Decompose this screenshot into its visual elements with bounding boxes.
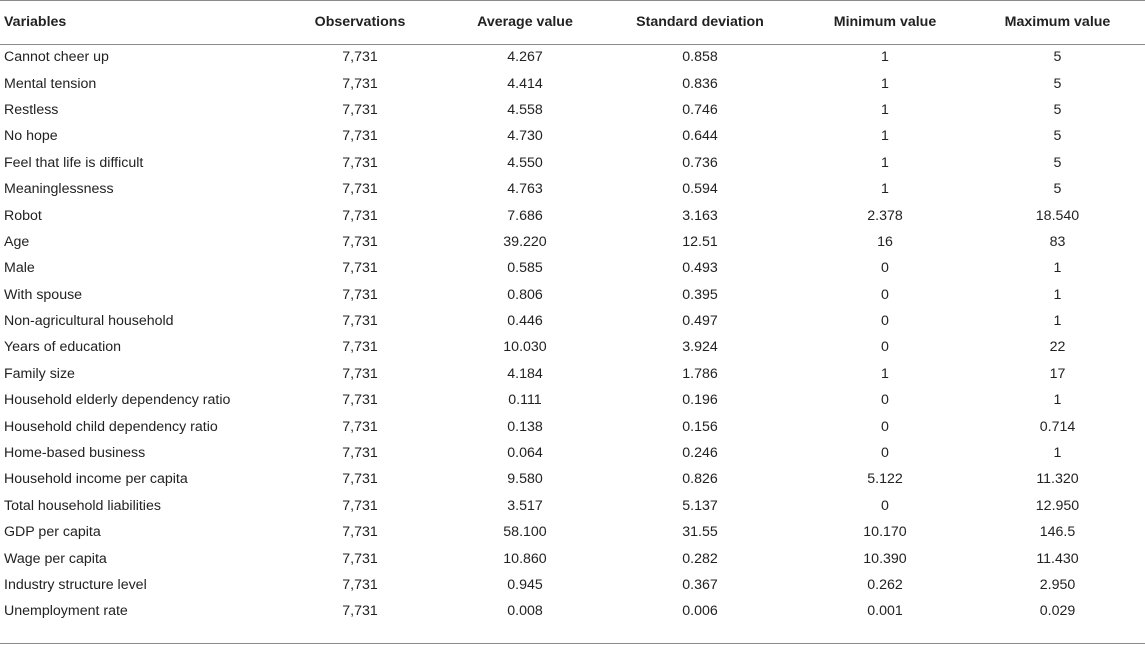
variable-cell: Restless [4,101,59,118]
variable-cell: Age [4,233,30,250]
table-row [0,387,1145,413]
table-row [0,572,1145,598]
variable-cell: Mental tension [4,75,97,92]
average-cell: 0.446 [507,313,543,330]
table-row [0,44,1145,70]
variable-cell: Wage per capita [4,550,107,567]
std-dev-cell: 1.786 [682,365,718,382]
variable-cell: Home-based business [4,445,146,462]
max-cell: 83 [1049,233,1066,250]
table-row [0,413,1145,439]
observations-cell: 7,731 [342,524,378,541]
header-row [0,0,1145,44]
std-dev-cell: 12.51 [682,233,718,250]
std-dev-cell: 0.594 [682,181,718,198]
average-cell: 7.686 [507,207,543,224]
observations-cell: 7,731 [342,286,378,303]
average-cell: 4.414 [507,75,543,92]
observations-cell: 7,731 [342,101,378,118]
variable-cell: Unemployment rate [4,603,128,620]
min-cell: 5.122 [867,471,903,488]
header-maximum-value: Maximum value [970,0,1145,44]
variable-cell: Family size [4,365,75,382]
variable-cell: Years of education [4,339,122,356]
variable-cell: No hope [4,128,58,145]
std-dev-cell: 5.137 [682,497,718,514]
min-cell: 0 [881,313,889,330]
max-cell: 5 [1053,128,1062,145]
std-dev-cell: 3.163 [682,207,718,224]
variable-cell: Household child dependency ratio [4,418,218,435]
average-cell: 0.064 [507,445,543,462]
max-cell: 1 [1053,392,1062,409]
min-cell: 0 [881,418,889,435]
observations-cell: 7,731 [342,497,378,514]
std-dev-cell: 0.644 [682,128,718,145]
min-cell: 0 [881,497,889,514]
std-dev-cell: 0.836 [682,75,718,92]
average-cell: 0.111 [508,392,542,409]
max-cell: 5 [1053,101,1062,118]
table-row [0,229,1145,255]
observations-cell: 7,731 [342,471,378,488]
std-dev-cell: 0.497 [682,313,718,330]
table-row [0,493,1145,519]
max-cell: 12.950 [1035,497,1080,514]
max-cell: 5 [1053,49,1062,66]
min-cell: 0 [881,286,889,303]
average-cell: 3.517 [507,497,543,514]
table-row [0,255,1145,281]
min-cell: 1 [881,101,889,118]
max-cell: 11.430 [1036,550,1079,567]
table-row [0,519,1145,545]
average-cell: 0.138 [507,418,543,435]
average-cell: 0.008 [507,603,543,620]
observations-cell: 7,731 [342,313,378,330]
std-dev-cell: 0.282 [682,550,718,567]
observations-cell: 7,731 [342,418,378,435]
variable-cell: GDP per capita [4,524,101,541]
average-cell: 0.945 [507,577,543,593]
variable-cell: Industry structure level [4,577,147,593]
observations-cell: 7,731 [342,154,378,171]
table-row [0,545,1145,571]
min-cell: 1 [881,365,889,382]
table-row [0,282,1145,308]
std-dev-cell: 0.156 [682,418,718,435]
average-cell: 0.806 [507,286,543,303]
std-dev-cell: 0.395 [682,286,718,303]
header-observations: Observations [270,0,450,44]
variable-cell: Total household liabilities [4,497,161,514]
table-row [0,97,1145,123]
table-row [0,150,1145,176]
max-cell: 1 [1053,260,1062,277]
table-row [0,176,1145,202]
std-dev-cell: 0.493 [682,260,718,277]
min-cell: 2.378 [867,207,903,224]
std-dev-cell: 3.924 [682,339,718,356]
max-cell: 1 [1053,445,1062,462]
average-cell: 10.030 [503,339,547,356]
table-row [0,361,1145,387]
max-cell: 5 [1053,181,1062,198]
variable-cell: Household elderly dependency ratio [4,392,231,409]
table-row [0,70,1145,96]
average-cell: 4.267 [507,49,543,66]
min-cell: 0 [881,445,889,462]
variable-cell: Household income per capita [4,471,188,488]
max-cell: 2.950 [1039,577,1076,593]
table-header [0,0,1145,44]
max-cell: 1 [1053,313,1062,330]
table-row [0,598,1145,624]
table-row [0,440,1145,466]
observations-cell: 7,731 [342,365,378,382]
average-cell: 58.100 [503,524,547,541]
std-dev-cell: 0.736 [682,154,718,171]
variable-cell: Male [4,260,35,277]
std-dev-cell: 0.246 [682,445,718,462]
observations-cell: 7,731 [342,181,378,198]
min-cell: 10.390 [863,550,907,567]
observations-cell: 7,731 [342,550,378,567]
min-cell: 0 [881,260,889,277]
min-cell: 10.170 [863,524,907,541]
min-cell: 1 [881,75,889,92]
average-cell: 4.558 [507,101,543,118]
min-cell: 1 [881,154,889,171]
table-row [0,334,1145,360]
observations-cell: 7,731 [342,207,378,224]
table-body [0,44,1145,625]
std-dev-cell: 0.746 [682,101,718,118]
table-row [0,308,1145,334]
table-row [0,123,1145,149]
average-cell: 4.550 [507,154,543,171]
max-cell: 11.320 [1036,471,1079,488]
min-cell: 16 [877,233,893,250]
max-cell: 5 [1053,154,1062,171]
average-cell: 4.184 [507,365,543,382]
top-rule [0,0,1145,1]
max-cell: 146.5 [1039,524,1076,541]
observations-cell: 7,731 [342,603,378,620]
min-cell: 0 [881,392,889,409]
average-cell: 9.580 [507,471,543,488]
variable-cell: Feel that life is difficult [4,154,144,171]
std-dev-cell: 31.55 [682,524,718,541]
std-dev-cell: 0.196 [682,392,718,409]
max-cell: 1 [1053,286,1062,303]
std-dev-cell: 0.006 [682,603,718,620]
std-dev-cell: 0.858 [682,49,718,66]
variable-cell: Robot [4,207,42,224]
variable-cell: Meaninglessness [4,181,114,198]
bottom-rule [0,643,1145,644]
average-cell: 39.220 [503,233,547,250]
observations-cell: 7,731 [342,75,378,92]
std-dev-cell: 0.367 [682,577,718,593]
variable-cell: Non-agricultural household [4,313,174,330]
average-cell: 10.860 [503,550,547,567]
max-cell: 5 [1053,75,1062,92]
table-row [0,202,1145,228]
min-cell: 0 [881,339,889,356]
observations-cell: 7,731 [342,339,378,356]
max-cell: 17 [1049,365,1066,382]
min-cell: 0.001 [867,603,903,620]
header-variables: Variables [0,0,270,44]
min-cell: 0.262 [867,577,903,593]
min-cell: 1 [881,128,889,145]
max-cell: 0.714 [1039,418,1076,435]
min-cell: 1 [881,181,889,198]
observations-cell: 7,731 [342,128,378,145]
variable-cell: With spouse [4,286,83,303]
header-minimum-value: Minimum value [800,0,970,44]
max-cell: 22 [1049,339,1066,356]
observations-cell: 7,731 [342,233,378,250]
observations-cell: 7,731 [342,49,378,66]
header-average-value: Average value [450,0,600,44]
observations-cell: 7,731 [342,577,378,593]
min-cell: 1 [881,49,889,66]
average-cell: 4.730 [507,128,543,145]
observations-cell: 7,731 [342,260,378,277]
header-standard-deviation: Standard deviation [600,0,800,44]
observations-cell: 7,731 [342,445,378,462]
std-dev-cell: 0.826 [682,471,718,488]
table-row [0,466,1145,492]
observations-cell: 7,731 [342,392,378,409]
average-cell: 4.763 [507,181,543,198]
variable-cell: Cannot cheer up [4,49,109,66]
average-cell: 0.585 [507,260,543,277]
max-cell: 18.540 [1035,207,1080,224]
max-cell: 0.029 [1039,603,1076,620]
